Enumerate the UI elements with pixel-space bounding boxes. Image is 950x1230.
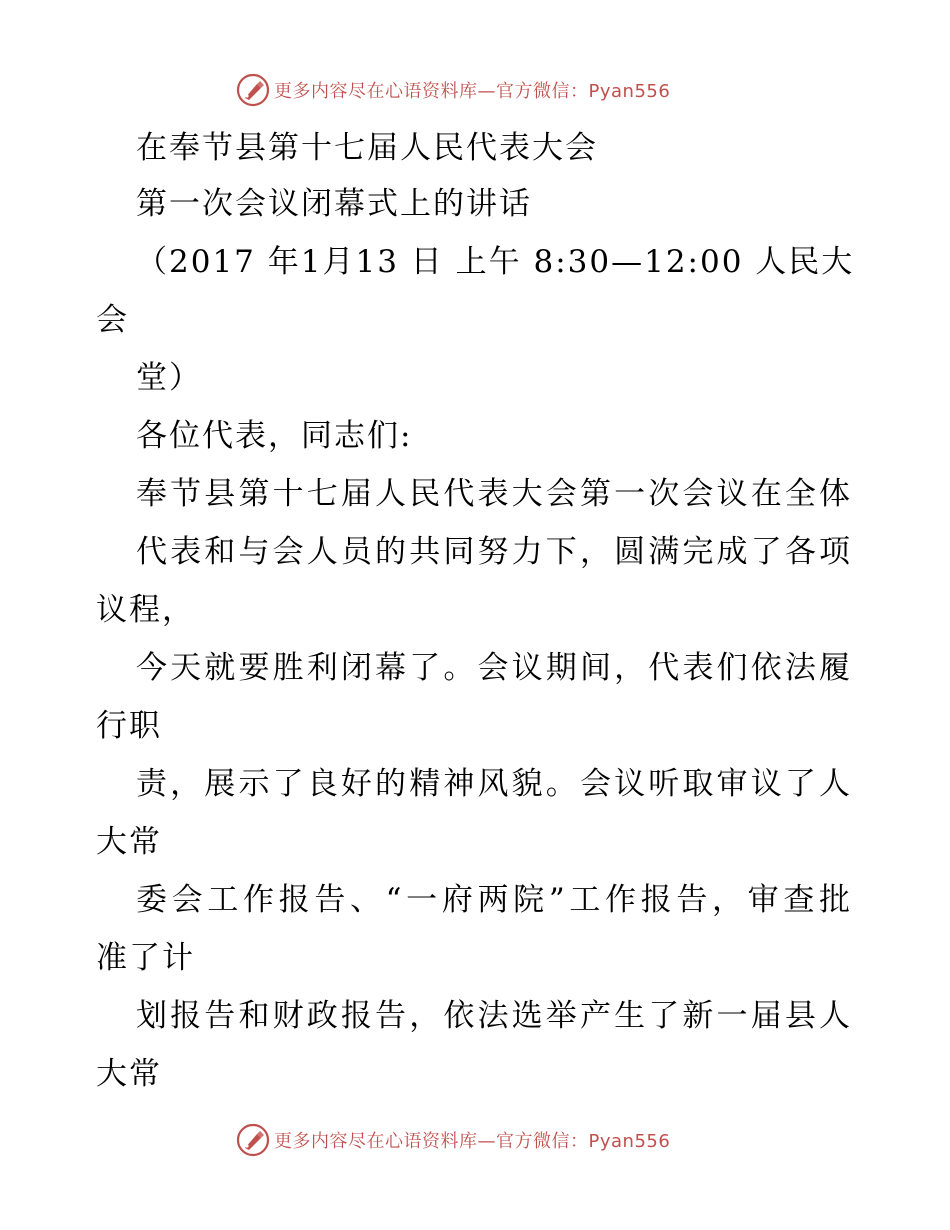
- paragraph-line-wrap: 准了计: [96, 940, 195, 976]
- date-line: （2017 年1月13 日 上午 8:30—12:00 人民大: [136, 244, 855, 280]
- paragraph-line-wrap: 议程，: [96, 592, 195, 628]
- header-watermark: [236, 72, 670, 108]
- paragraph-line: 责，展示了良好的精神风貌。会议听取审议了人: [136, 766, 852, 802]
- salutation-line: 各位代表，同志们:: [136, 418, 413, 454]
- paragraph-line-wrap: 大常: [96, 1056, 162, 1092]
- pen-nib-logo-icon: [236, 73, 270, 107]
- title-line-2: 第一次会议闭幕式上的讲话: [136, 186, 532, 222]
- title-line-1: 在奉节县第十七届人民代表大会: [136, 130, 598, 166]
- watermark-text: 更多内容尽在心语资料库—官方微信：Pyan556: [274, 1131, 671, 1152]
- paragraph-line: 今天就要胜利闭幕了。会议期间，代表们依法履: [136, 650, 852, 686]
- paragraph-line-wrap: 行职: [96, 708, 162, 744]
- paragraph-line: 委会工作报告、“一府两院”工作报告，审查批: [136, 882, 852, 918]
- watermark-text: 更多内容尽在心语资料库—官方微信：Pyan556: [274, 81, 671, 102]
- venue-line: 堂）: [136, 360, 202, 396]
- date-line-wrap: 会: [96, 302, 129, 338]
- pen-nib-logo-icon: [236, 1123, 270, 1157]
- footer-watermark: [236, 1122, 670, 1158]
- paragraph-line: 代表和与会人员的共同努力下，圆满完成了各项: [136, 534, 852, 570]
- paragraph-line: 划报告和财政报告，依法选举产生了新一届县人: [136, 998, 852, 1034]
- paragraph-line-wrap: 大常: [96, 824, 162, 860]
- paragraph-line: 奉节县第十七届人民代表大会第一次会议在全体: [136, 476, 852, 512]
